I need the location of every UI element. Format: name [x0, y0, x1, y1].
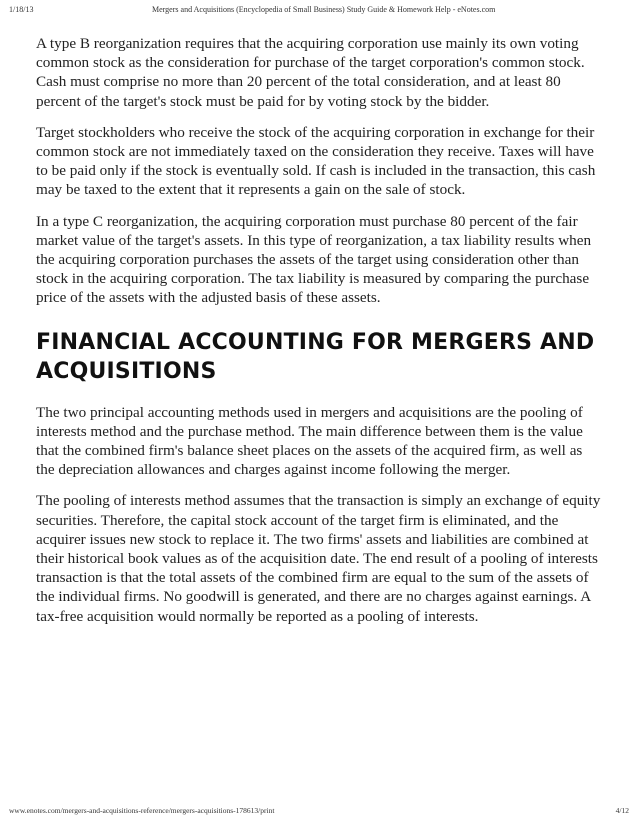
paragraph-type-b-reorganization: A type B reorganization requires that the acquiring corporation use mainly its own voting common stock as the consideration for purchase of the target corporation's common stock. Cash must comprise no more than 20 percent of the total consideration, and at least 80 percent of the target's stock must be paid for by voting stock by the bidder. — [36, 35, 585, 110]
paragraph-type-c-reorganization: In a type C reorganization, the acquiring corporation must purchase 80 percent of the fair market value of the target's assets. In this type of reorganization, a tax liability results when the acquiring corporation purchases the assets of the target using consideration other than stock in the acquiring corporation. The tax liability is measured by comparing the purchase price of the assets with the adjusted basis of these assets. — [36, 212, 592, 307]
print-header — [0, 5, 638, 19]
section-heading: FINANCIAL ACCOUNTING FOR MERGERS AND ACQUISITIONS — [36, 329, 595, 384]
print-page-title: Mergers and Acquisitions (Encyclopedia of Small Business) Study Guide & Homework Help - eNotes.com — [152, 5, 496, 14]
article-content — [36, 34, 604, 638]
print-date: 1/18/13 — [9, 5, 34, 14]
paragraph-target-stockholders: Target stockholders who receive the stock of the acquiring corporation in exchange for their common stock are not immediately taxed on the consideration they receive. Taxes will have to be paid only if the stock is eventually sold. If cash is included in the transaction, this cash may be taxed to the extent that it represents a gain on the sale of stock. — [36, 123, 596, 199]
print-footer — [0, 806, 638, 816]
page-number: 4/12 — [615, 806, 629, 815]
paragraph-accounting-methods: The two principal accounting methods used in mergers and acquisitions are the pooling of interests method and the purchase method. The main difference between them is the value that the combined firm's balance sheet places on the assets of the acquired firm, as well as the depreciation allowances and charges against income following the merger. — [36, 403, 583, 479]
paragraph-pooling-of-interests: The pooling of interests method assumes that the transaction is simply an exchange of equity securities. Therefore, the capital stock account of the target firm is eliminated, and the acquirer issues new stock to replace it. The two firms' assets and liabilities are combined at their historical book values as of the acquisition date. The end result of a pooling of interests transaction is that the total assets of the combined firm are equal to the sum of the assets of the individual firms. No goodwill is generated, and there are no charges against earnings. A tax-free acquisition would normally be reported as a pooling of interests. — [36, 492, 601, 625]
print-url: www.enotes.com/mergers-and-acquisitions-reference/mergers-acquisitions-178613/print — [9, 806, 275, 815]
